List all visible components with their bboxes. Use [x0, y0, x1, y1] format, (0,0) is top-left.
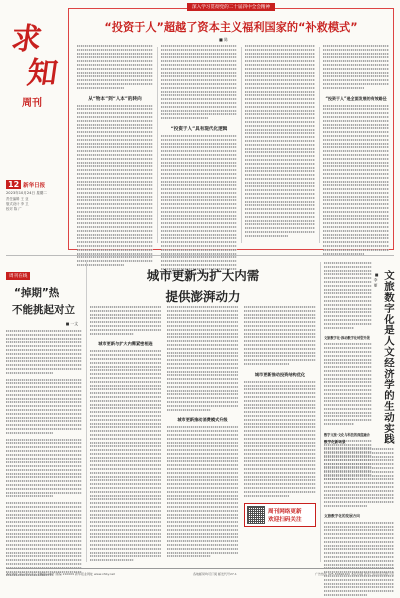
column-divider — [86, 262, 87, 562]
headline: “投资于人”超越了资本主义福利国家的“补救模式” — [104, 21, 358, 34]
issue-line: 校对 陈 广 — [6, 207, 22, 211]
column-divider — [319, 47, 320, 243]
issue-date: 2023年10月24日 星期二 — [6, 191, 47, 195]
qr-ad-box — [244, 503, 316, 527]
center-col-2 — [167, 306, 238, 563]
subhead: 数字文旅·文化与科技的深度融合 — [324, 432, 370, 437]
top-col-4 — [323, 45, 389, 256]
column-divider — [157, 47, 158, 243]
brand-small: 周刊 — [22, 98, 42, 109]
issue-line: 责任编辑 王 亚 — [6, 197, 29, 201]
footer — [6, 568, 394, 579]
footer-left: 本社地址 南京市玄武区龙蟠路108号 邮编 210009 新华报业网址 www.xhby.net — [6, 572, 115, 576]
right-headline: 文旅数字化是人文经济学的生动实践 — [382, 270, 394, 445]
top-col-1 — [77, 45, 153, 268]
section-tag — [6, 272, 30, 280]
issue-paper: 新华日报 — [23, 182, 46, 189]
left-headline-2: 不能挑起对立 — [12, 304, 75, 316]
kicker — [187, 3, 275, 11]
center-headline-2: 提供澎湃动力 — [165, 289, 241, 304]
left-body — [6, 330, 82, 576]
left-column — [6, 262, 82, 562]
brand-char-1: 求 — [9, 22, 44, 57]
brand-char-2: 知 — [25, 56, 60, 91]
issue-info — [6, 180, 64, 211]
center-col-3 — [244, 306, 316, 563]
subhead: “投资于人”具有现代化逻辑 — [170, 126, 228, 132]
center-col-1 — [90, 306, 161, 563]
top-col-3 — [245, 45, 315, 239]
subhead: 城市更新与扩大内需紧密相连 — [98, 341, 153, 347]
qr-code-icon — [247, 506, 265, 524]
top-col-2 — [161, 45, 237, 275]
subhead: 文旅数字化·推动数字化转型升级 — [324, 336, 370, 341]
center-story — [90, 262, 316, 562]
kicker-text: 深入学习贯彻党的二十届四中全会精神 — [192, 5, 271, 10]
subhead: 文旅数字化的发展方向 — [324, 513, 360, 518]
center-headline-1: 城市更新为扩大内需 — [146, 268, 260, 283]
top-story — [68, 5, 394, 250]
subhead: 数字化新场景 — [324, 440, 346, 444]
section-tag-text: 周刊在线 — [9, 274, 28, 279]
left-byline: ■ 一文 — [65, 321, 78, 326]
left-headline-1: “掉期”热 — [14, 287, 60, 299]
right-byline: ■ 李 丽 — [374, 272, 379, 288]
subhead: 城市更新推动投资结构优化 — [254, 371, 306, 377]
subhead: “投资于人”是全面发展的有效路径 — [325, 95, 387, 101]
section-divider — [6, 255, 394, 256]
byline: ■ 陈 — [219, 37, 229, 42]
column-divider — [241, 47, 242, 243]
column-divider — [320, 262, 321, 562]
ad-line-1: 周刊网络更新 — [268, 508, 302, 515]
footer-middle: 各地邮局均可订阅 邮发代号27-1 — [193, 572, 237, 576]
issue-number: 12 — [8, 180, 20, 189]
subhead: 从“物本”到“人本”的转向 — [88, 96, 142, 102]
issue-line: 版式设计 李 卫 — [6, 202, 29, 206]
masthead — [6, 12, 64, 212]
ad-line-2: 欢迎扫码关注 — [268, 516, 302, 523]
footer-right: 广告热线 025-84696400 本报印刷 新华日报印务有限公司 — [315, 572, 394, 576]
right-story — [324, 262, 394, 562]
subhead: 城市更新推动消费模式升级 — [177, 417, 228, 423]
center-body — [90, 306, 316, 563]
